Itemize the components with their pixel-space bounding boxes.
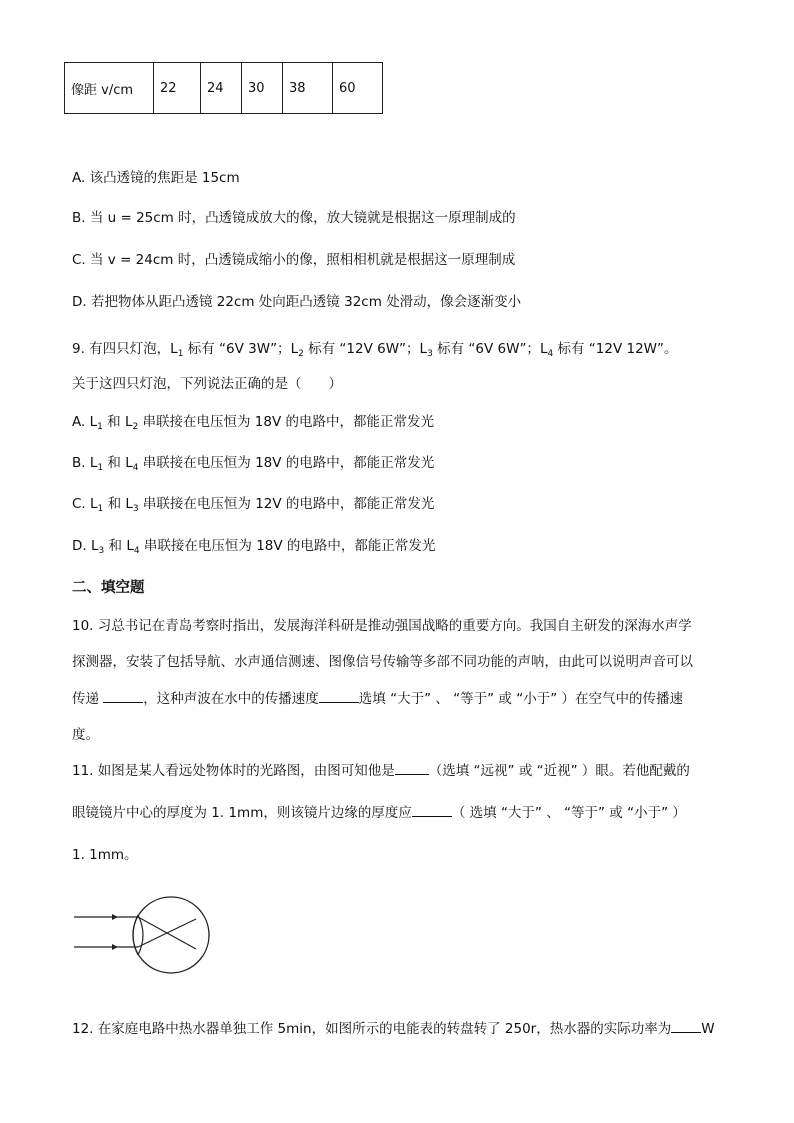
q9-stem-line2: 关于这四只灯泡，下列说法正确的是（ ） (72, 376, 342, 392)
eye-light-path-diagram (74, 893, 214, 975)
answer-blank[interactable] (319, 690, 359, 703)
table-cell: 30 (242, 63, 283, 114)
q10-line2: 探测器，安装了包括导航、水声通信测速、图像信号传输等多部不同功能的声呐，由此可以说明声音可以 (72, 654, 693, 670)
table-header-cell: 像距 v/cm (65, 63, 154, 114)
answer-blank[interactable] (671, 1020, 701, 1033)
table-cell: 22 (154, 63, 201, 114)
section-title: 二、填空题 (72, 580, 145, 596)
image-distance-table (64, 62, 383, 114)
q8-option-b: B. 当 u = 25cm 时，凸透镜成放大的像，放大镜就是根据这一原理制成的 (72, 210, 516, 226)
q9-option-c: C. $L_1$ 和 $L_3$ 串联接在电压恒为 12V 的电路中，都能正常发光 (72, 496, 435, 514)
answer-blank[interactable] (103, 690, 143, 703)
q10-line1: 10. 习总书记在青岛考察时指出，发展海洋科研是推动强国战略的重要方向。我国自主研发的深海水声学 (72, 618, 692, 634)
table-cell: 60 (333, 63, 383, 114)
answer-blank[interactable] (412, 804, 452, 817)
refracted-ray-bottom (138, 919, 196, 947)
ray-arrow-icon (112, 914, 118, 920)
q8-option-c: C. 当 v = 24cm 时，凸透镜成缩小的像，照相相机就是根据这一原理制成 (72, 252, 516, 268)
ray-arrow-icon (112, 944, 118, 950)
q9-option-d: D. $L_3$ 和 $L_4$ 串联接在电压恒为 18V 的电路中，都能正常发光 (72, 538, 436, 556)
q10-line4: 度。 (72, 727, 99, 743)
table-cell: 38 (283, 63, 333, 114)
q8-option-d: D. 若把物体从距凸透镜 22cm 处向距凸透镜 32cm 处滑动，像会逐渐变小 (72, 294, 522, 310)
q9-option-a: A. $L_1$ 和 $L_2$ 串联接在电压恒为 18V 的电路中，都能正常发光 (72, 414, 435, 432)
answer-blank[interactable] (395, 762, 429, 775)
q9-stem-line1: 9. 有四只灯泡，$L_1$ 标有 “6V 3W”；$L_2$ 标有 “12V 6W”；$L_3$ 标有 “6V 6W”；$L_4$ 标有 “12V 12W”。 (72, 341, 678, 359)
q9-option-b: B. $L_1$ 和 $L_4$ 串联接在电压恒为 18V 的电路中，都能正常发光 (72, 455, 435, 473)
table-cell: 24 (201, 63, 242, 114)
q11-line1: 11. 如图是某人看远处物体时的光路图，由图可知他是 （选填 “远视” 或 “近视” ）眼。若他配戴的 (72, 763, 690, 779)
table-row (65, 63, 383, 114)
q11-line3: 1. 1mm。 (72, 847, 138, 863)
q12-line1: 12. 在家庭电路中热水器单独工作 5min，如图所示的电能表的转盘转了 250r，热水器的实际功率为 W (72, 1021, 715, 1037)
q8-option-a: A. 该凸透镜的焦距是 15cm (72, 170, 240, 186)
q10-line3: 传递 ，这种声波在水中的传播速度 选填 “大于” 、 “等于” 或 “小于” ）在空气中的传播速 (72, 691, 684, 707)
eye-lens (133, 915, 138, 955)
q11-line2: 眼镜镜片中心的厚度为 1. 1mm，则该镜片边缘的厚度应 （ 选填 “大于” 、 “等于” 或 “小于” ） (72, 805, 686, 821)
